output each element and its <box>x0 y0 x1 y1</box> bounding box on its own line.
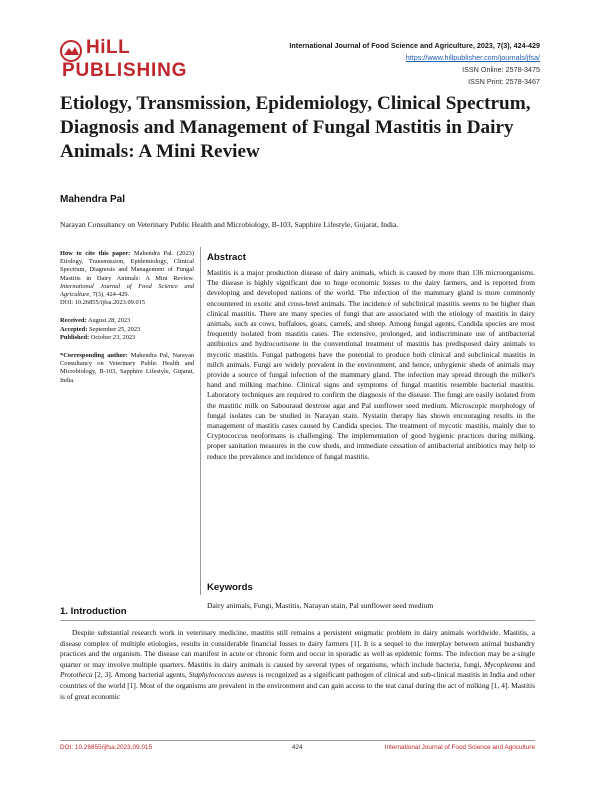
issn-print: ISSN Print: 2578-3467 <box>468 77 540 86</box>
intro-part2: [2, 3]. Among bacterial agents, <box>92 670 189 680</box>
abstract-text: Mastitis is a major production disease of dairy animals, which is caused by more than 136 microorganisms. The disease is highly significant due to huge economic losses to the dairy farmers, and is reported from developing and developed nations of the world. The infection of the mammary gland is more commonly encountered in exotic and cross-bred animals. The incidence of subclinical mastitis seems to be higher than clinical mastitis. There are many species of fungi that are associated with the etiology of mastitis in dairy animals, such as cows, buffaloes, goats, camels, and sheep. Among fungal agents, Candida species are most frequently isolated from mastitis cases. The extensive, prolonged, and indiscriminate use of antibacterial antibiotics and hydrocortisone in the conventional treatment of mastitis has predisposed dairy animals to mycotic mastitis. Fungal pathogens have the potential to produce both clinical and subclinical mastitis in milch animals. Fungi are widely prevalent in the environment, and hence, unhygienic sheds of animals may provide a source of fungal infection of the mammary gland. The infection may spread through the milker's hand and milking machine. Clinical signs and symptoms of fungal mastitis resemble bacterial mastitis. Laboratory techniques are required to confirm the diagnosis of the disease. The fungi are easily isolated from the mastitic milk on Sabouraud dextrose agar and Pal sunflower seed medium. Microscopic morphology of fungal isolates can be studied in Narayan stain. Nystatin therapy has shown encouraging results in the management of mastitis cases caused by Candida species. The treatment of mycotic mastitis, mainly due to Cryptococcus neoformans is challenging. The implementation of good hygienic practices during milking, proper sanitation measures in the cow sheds, and immediate cessation of antibacterial antibiotics may help to reduce the prevalence and incidence of fungal mastitis. <box>207 268 535 461</box>
dates-block <box>60 317 194 342</box>
author-name: Mahendra Pal <box>60 194 126 205</box>
corresponding-label: *Corresponding author: <box>60 352 128 360</box>
intro-term-prototheca: Prototheca <box>60 670 93 680</box>
intro-term-staph: Staphylococcus aureus <box>188 670 257 680</box>
publisher-name-line1: HiLL <box>86 37 131 58</box>
corresponding-text: Mahendra Pal, Narayan Consultancy on Veterinary Public Health and Microbiology, B-103, Sapphire Lifestyle, Gujarat, India. <box>60 352 194 384</box>
introduction-heading: 1. Introduction <box>60 606 127 617</box>
cite-volume: 7(3), 424-429. <box>92 291 130 299</box>
journal-url-link[interactable]: https://www.hillpublisher.com/journals/jfsa/ <box>405 53 540 62</box>
cite-journal: International Journal of Food Science and Agriculture, <box>60 282 194 299</box>
corresponding-author-block <box>60 352 194 385</box>
journal-citation: International Journal of Food Science and Agriculture, 2023, 7(3), 424-429 <box>289 41 540 50</box>
article-info-column <box>60 250 194 391</box>
received-label: Received: <box>60 317 87 325</box>
issn-online: ISSN Online: 2578-3475 <box>462 65 540 74</box>
accepted-date: September 25, 2023 <box>88 325 141 333</box>
received-date: August 28, 2023 <box>87 317 131 325</box>
keywords-text: Dairy animals, Fungi, Mastitis, Narayan stain, Pal sunflower seed medium <box>207 601 434 610</box>
footer-journal-name: International Journal of Food Science and Agriculture <box>384 744 535 751</box>
section-divider <box>60 620 535 621</box>
journal-header <box>289 40 540 88</box>
published-label: Published: <box>60 333 90 341</box>
keywords-heading: Keywords <box>207 582 253 593</box>
abstract-heading: Abstract <box>207 252 246 263</box>
cite-doi: DOI: 10.26855/ijfsa.2023.09.015 <box>60 299 146 307</box>
intro-part1: Despite substantial research work in veterinary medicine, mastitis still remains a persistent enigmatic problem in dairy animals worldwide. Mastitis, a disease complex of multiple etiologies, results in considerable financial losses to dairy farmers [1]. It is a sequel to the interplay between animal husbandry practices and the organism. The disease can manifest in acute or chronic form and occur in sporadic as well as epidemic forms. The infection may be a single quarter or may involve multiple quarters. Mastitis in dairy animals is caused by several types of organisms, which include bacteria, fungi, <box>60 628 535 669</box>
published-date: October 23, 2023 <box>90 333 136 341</box>
accepted-label: Accepted: <box>60 325 88 333</box>
footer-doi: DOI: 10.26855/ijfsa.2023.09.015 <box>60 744 153 751</box>
intro-and: and <box>521 659 535 669</box>
introduction-text <box>60 628 535 702</box>
cite-label: How to cite this paper: <box>60 250 131 257</box>
citation-block <box>60 250 194 307</box>
author-affiliation: Narayan Consultancy on Veterinary Public Health and Microbiology, B-103, Sapphire Lifestyle, Gujarat, India. <box>60 220 399 229</box>
footer-divider <box>60 740 535 741</box>
intro-part3: is recognized as a significant pathogen of clinical and sub-clinical mastitis in India and other countries of the world [1]. Most of the organisms are prevalent in the environment and can gain access to the teat canal during the act of milking [1, 4]. Mastitis is of great economic <box>60 670 535 701</box>
publisher-name-line2: PUBLISHING <box>62 60 188 81</box>
paper-title: Etiology, Transmission, Epidemiology, Clinical Spectrum, Diagnosis and Management of Fungal Mastitis in Dairy Animals: A Mini Review <box>60 93 531 162</box>
page-number: 424 <box>292 744 303 751</box>
cite-text: Mahendra Pal. (2023) Etiology, Transmission, Epidemiology, Clinical Spectrum, Diagnosis and Management of Fungal Mastitis in Dairy Animals: A Mini Review. <box>60 250 194 282</box>
publisher-logo-icon <box>60 40 82 62</box>
intro-term-mycoplasma: Mycoplasma <box>483 659 522 669</box>
column-divider <box>200 247 201 595</box>
